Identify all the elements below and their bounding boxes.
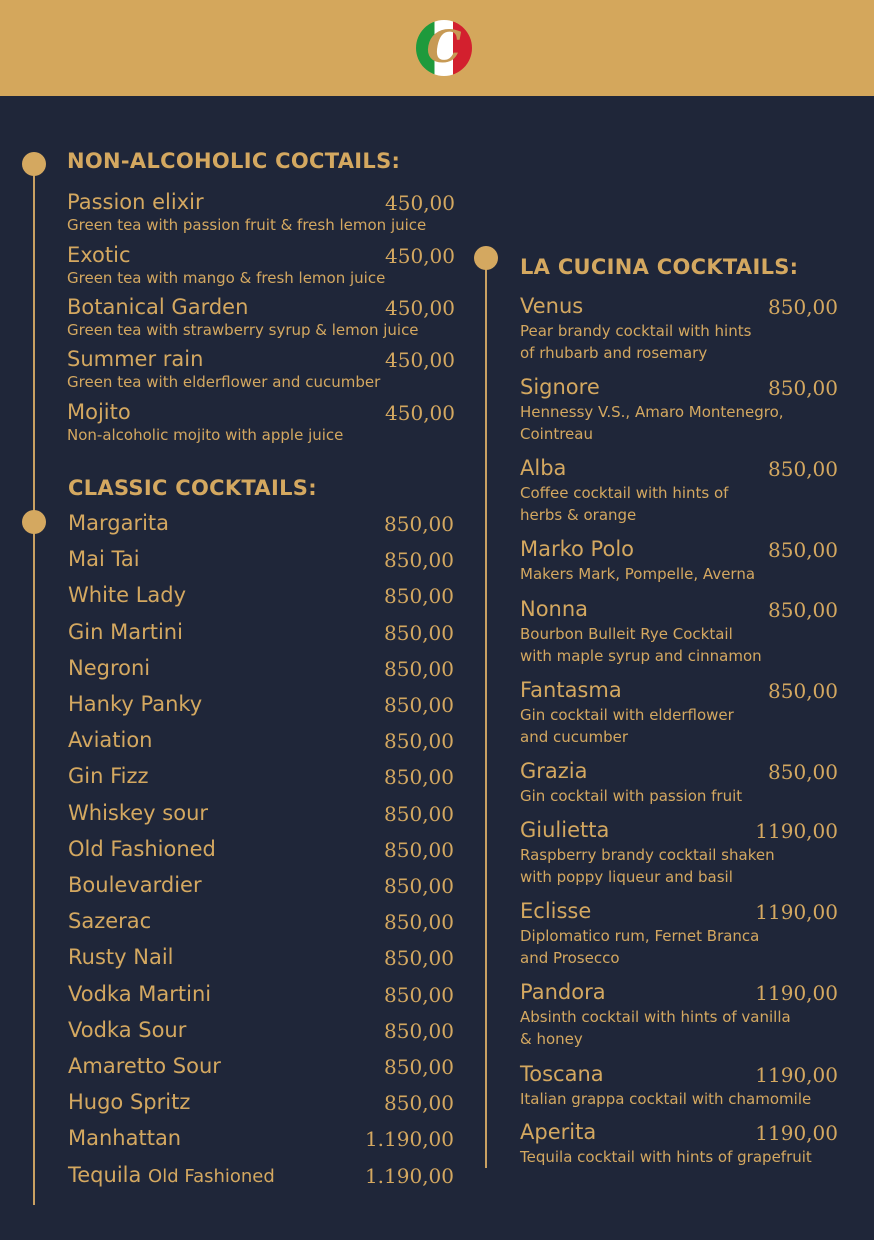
timeline-line-left — [33, 165, 35, 1205]
menu-item — [67, 243, 457, 293]
item-price: 850,00 — [768, 598, 838, 622]
menu-item — [68, 801, 456, 831]
logo — [416, 20, 472, 76]
item-name: Vodka Martini — [68, 982, 212, 1006]
item-name: Alba — [520, 456, 567, 480]
item-price: 850,00 — [384, 1055, 454, 1079]
item-name: Manhattan — [68, 1126, 182, 1150]
item-description-line-2: herbs & orange — [520, 506, 637, 524]
item-price: 850,00 — [384, 765, 454, 789]
menu-item — [68, 656, 456, 686]
item-price: 850,00 — [768, 538, 838, 562]
menu-item — [67, 400, 457, 450]
menu-item — [520, 375, 838, 449]
header-bar — [0, 0, 874, 96]
item-price: 850,00 — [384, 910, 454, 934]
item-name: Signore — [520, 375, 600, 399]
menu-item — [67, 347, 457, 397]
item-name: Amaretto Sour — [68, 1054, 221, 1078]
item-name: Passion elixir — [67, 190, 204, 214]
menu-item — [68, 1090, 456, 1120]
menu-item — [67, 190, 457, 240]
timeline-dot-non-alcoholic — [22, 152, 46, 176]
menu-item — [68, 764, 456, 794]
item-description-line-2: Cointreau — [520, 425, 593, 443]
item-name: Sazerac — [68, 909, 152, 933]
item-price: 850,00 — [384, 584, 454, 608]
menu-item — [520, 899, 838, 973]
item-price: 1190,00 — [755, 981, 838, 1005]
item-description-line-2: & honey — [520, 1030, 583, 1048]
item-price: 850,00 — [768, 679, 838, 703]
item-description-line-2: with maple syrup and cinnamon — [520, 647, 762, 665]
menu-item — [520, 294, 838, 368]
item-description-line-1: Gin cocktail with passion fruit — [520, 787, 743, 805]
item-price: 850,00 — [384, 802, 454, 826]
item-price: 850,00 — [384, 946, 454, 970]
timeline-dot-classic — [22, 510, 46, 534]
item-name-main: Tequila — [68, 1163, 142, 1187]
menu-item — [68, 837, 456, 867]
menu-item — [520, 678, 838, 752]
timeline-dot-la-cucina — [474, 246, 498, 270]
item-description-line-1: Raspberry brandy cocktail shaken — [520, 846, 775, 864]
item-description-line-1: Diplomatico rum, Fernet Branca — [520, 927, 760, 945]
item-description-line-1: Pear brandy cocktail with hints — [520, 322, 752, 340]
menu-item — [68, 511, 456, 541]
menu-item — [67, 295, 457, 345]
menu-item — [68, 909, 456, 939]
menu-item — [68, 945, 456, 975]
item-name: Fantasma — [520, 678, 622, 702]
section-title-classic: CLASSIC COCKTAILS: — [68, 476, 317, 500]
menu-item — [520, 980, 838, 1054]
item-name: Rusty Nail — [68, 945, 174, 969]
item-name-suffix: Old Fashioned — [148, 1166, 275, 1187]
item-price: 450,00 — [385, 296, 455, 320]
item-description-line-1: Gin cocktail with elderflower — [520, 706, 734, 724]
menu-item — [68, 547, 456, 577]
item-price: 850,00 — [384, 512, 454, 536]
item-name: Gin Martini — [68, 620, 183, 644]
item-name: Negroni — [68, 656, 151, 680]
item-name: Whiskey sour — [68, 801, 209, 825]
item-price: 1190,00 — [755, 1121, 838, 1145]
item-price: 450,00 — [385, 191, 455, 215]
logo-letter: C — [426, 22, 462, 73]
item-name: Marko Polo — [520, 537, 635, 561]
item-description-line-1: Hennessy V.S., Amaro Montenegro, — [520, 403, 784, 421]
item-price: 850,00 — [384, 983, 454, 1007]
item-name: Giulietta — [520, 818, 610, 842]
item-price: 850,00 — [384, 657, 454, 681]
menu-item — [520, 597, 838, 671]
item-description-line-1: Italian grappa cocktail with chamomile — [520, 1090, 812, 1108]
item-name: Summer rain — [67, 347, 204, 371]
item-name — [68, 1163, 275, 1187]
item-description: Non-alcoholic mojito with apple juice — [67, 426, 344, 444]
item-price: 850,00 — [384, 693, 454, 717]
section-title-la-cucina: LA CUCINA COCKTAILS: — [520, 255, 799, 279]
item-name: Hugo Spritz — [68, 1090, 191, 1114]
item-name: Venus — [520, 294, 584, 318]
item-name: Vodka Sour — [68, 1018, 187, 1042]
item-name: Mojito — [67, 400, 131, 424]
item-price: 1190,00 — [755, 1063, 838, 1087]
item-name: Old Fashioned — [68, 837, 216, 861]
item-description-line-1: Coffee cocktail with hints of — [520, 484, 729, 502]
item-name: Pandora — [520, 980, 606, 1004]
item-description-line-1: Bourbon Bulleit Rye Cocktail — [520, 625, 733, 643]
item-price: 450,00 — [385, 401, 455, 425]
menu-item — [520, 1120, 838, 1194]
item-name: Grazia — [520, 759, 588, 783]
item-description-line-1: Absinth cocktail with hints of vanilla — [520, 1008, 791, 1026]
item-name: Margarita — [68, 511, 170, 535]
timeline-line-right — [485, 258, 487, 1168]
item-price: 850,00 — [384, 729, 454, 753]
item-price: 850,00 — [768, 295, 838, 319]
item-description-line-1: Makers Mark, Pompelle, Averna — [520, 565, 756, 583]
menu-item — [68, 583, 456, 613]
item-description-line-2: and Prosecco — [520, 949, 620, 967]
menu-item — [68, 620, 456, 650]
item-description: Green tea with passion fruit & fresh lemon juice — [67, 216, 427, 234]
item-price: 850,00 — [768, 457, 838, 481]
item-name: Exotic — [67, 243, 131, 267]
item-description-line-2: with poppy liqueur and basil — [520, 868, 733, 886]
item-name: Toscana — [520, 1062, 604, 1086]
item-description-line-1: Tequila cocktail with hints of grapefruit — [520, 1148, 812, 1166]
item-name: Boulevardier — [68, 873, 202, 897]
item-price: 850,00 — [384, 874, 454, 898]
menu-item — [520, 818, 838, 892]
menu-item — [68, 1054, 456, 1084]
item-name: Eclisse — [520, 899, 592, 923]
menu-item — [68, 728, 456, 758]
item-description: Green tea with elderflower and cucumber — [67, 373, 381, 391]
item-price: 850,00 — [384, 548, 454, 572]
item-name: Aperita — [520, 1120, 597, 1144]
item-price: 850,00 — [384, 1091, 454, 1115]
item-price: 850,00 — [384, 838, 454, 862]
item-price: 850,00 — [384, 621, 454, 645]
item-price: 850,00 — [384, 1019, 454, 1043]
item-name: White Lady — [68, 583, 187, 607]
menu-item — [68, 1163, 456, 1193]
item-price: 1.190,00 — [364, 1164, 454, 1188]
item-price: 1190,00 — [755, 900, 838, 924]
item-description-line-2: of rhubarb and rosemary — [520, 344, 708, 362]
item-name: Gin Fizz — [68, 764, 149, 788]
menu-item — [68, 1018, 456, 1048]
item-name: Nonna — [520, 597, 589, 621]
item-name: Hanky Panky — [68, 692, 203, 716]
item-name: Aviation — [68, 728, 153, 752]
item-price: 450,00 — [385, 348, 455, 372]
section-title-non-alcoholic: NON-ALCOHOLIC COCTAILS: — [67, 149, 401, 173]
item-name: Botanical Garden — [67, 295, 249, 319]
item-price: 850,00 — [768, 376, 838, 400]
item-description: Green tea with strawberry syrup & lemon juice — [67, 321, 419, 339]
item-price: 450,00 — [385, 244, 455, 268]
item-price: 1190,00 — [755, 819, 838, 843]
menu-item — [68, 1126, 456, 1156]
item-price: 850,00 — [768, 760, 838, 784]
menu-item — [68, 873, 456, 903]
item-description: Green tea with mango & fresh lemon juice — [67, 269, 386, 287]
menu-item — [520, 456, 838, 530]
menu-item — [68, 982, 456, 1012]
item-price: 1.190,00 — [364, 1127, 454, 1151]
item-name: Mai Tai — [68, 547, 140, 571]
menu-item — [68, 692, 456, 722]
item-description-line-2: and cucumber — [520, 728, 629, 746]
